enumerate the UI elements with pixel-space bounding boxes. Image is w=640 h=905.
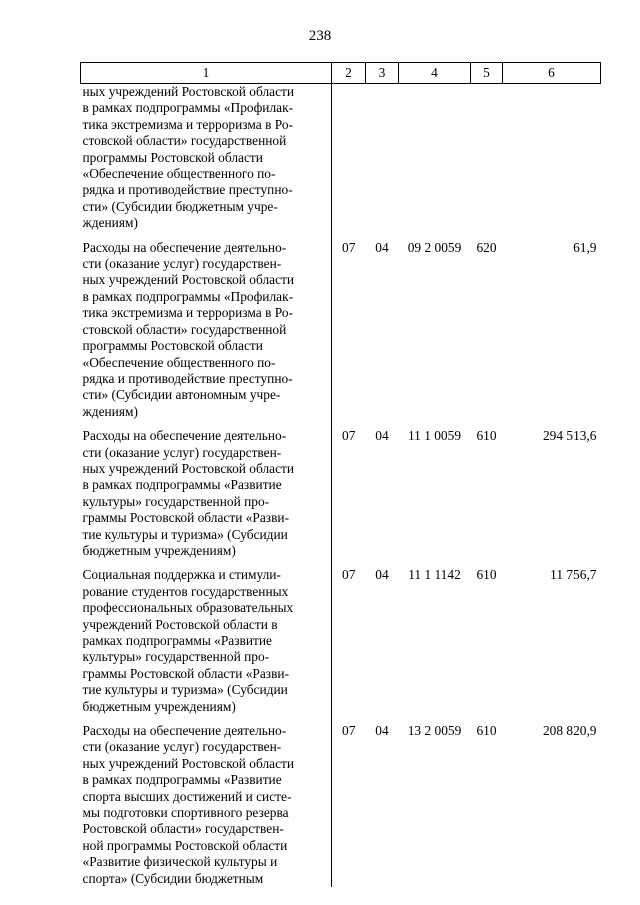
- row-rz: 07: [342, 723, 356, 739]
- row-csr: 11 1 0059: [407, 428, 462, 444]
- row-amount: 208 820,9: [542, 723, 597, 739]
- row-rz: 07: [342, 567, 356, 583]
- row-pr: 04: [375, 567, 389, 583]
- row-rz: 07: [342, 428, 356, 444]
- header-col-3: 3: [366, 63, 399, 84]
- row-amount: 61,9: [573, 239, 597, 255]
- row-description: Социальная поддержка и стимули- рование студентов государственных профессиональных образовательных учреждений Ростовской области в рамках подпрограммы «Развитие культуры» государственной про- граммы Ростовской области «Разви- тие культуры и туризма» (Субсидии бюджетным учреждениям): [82, 567, 294, 714]
- table-row: [81, 240, 601, 420]
- row-rz: 07: [342, 239, 356, 255]
- row-amount: 11 756,7: [550, 567, 597, 583]
- row-description: Расходы на обеспечение деятельно- сти (оказание услуг) государствен- ных учреждений Ростовской области в рамках подпрограммы «Развитие спорта высших достижений и систе- мы подготовки спортивного резерва Ростовской области» государствен- ной программы Ростовской области «Развитие физической культуры и спорта» (Субсидии бюджетным: [82, 723, 295, 886]
- row-description: Расходы на обеспечение деятельно- сти (оказание услуг) государствен- ных учреждений Ростовской области в рамках подпрограммы «Профилак- тика экстремизма и терроризма в Ро- стовской области» государственной программы Ростовской области «Обеспечение общественного по- рядка и противодействие преступно- сти» (Субсидии автономным учре- ждениям): [82, 239, 295, 419]
- row-csr: 13 2 0059: [407, 723, 462, 739]
- row-amount: [503, 84, 601, 232]
- row-csr: [399, 84, 471, 232]
- row-csr: 11 1 1142: [408, 567, 461, 583]
- header-col-1: 1: [81, 63, 332, 84]
- header-col-5: 5: [471, 63, 503, 84]
- row-vr: 620: [476, 239, 497, 255]
- row-vr: 610: [476, 723, 497, 739]
- header-col-6: 6: [503, 63, 601, 84]
- row-pr: 04: [375, 723, 389, 739]
- row-pr: [366, 84, 399, 232]
- header-col-2: 2: [332, 63, 366, 84]
- table-row: [81, 428, 601, 559]
- table-header: [81, 63, 601, 84]
- budget-table: [80, 62, 601, 887]
- table-row: [81, 723, 601, 887]
- table-body: [81, 84, 601, 888]
- table-row: [81, 567, 601, 715]
- row-rz: [332, 84, 366, 232]
- row-amount: 294 513,6: [542, 428, 597, 444]
- row-description: ных учреждений Ростовской области в рамках подпрограммы «Профилак- тика экстремизма и терроризма в Ро- стовской области» государственной программы Ростовской области «Обеспечение общественного по- рядка и противодействие преступно- сти» (Субсидии бюджетным учре- ждениям): [82, 84, 295, 231]
- row-pr: 04: [375, 428, 389, 444]
- row-vr: 610: [476, 428, 497, 444]
- page-number: 238: [308, 28, 332, 44]
- row-pr: 04: [375, 239, 389, 255]
- row-vr: 610: [476, 567, 497, 583]
- row-csr: 09 2 0059: [407, 239, 462, 255]
- row-description: Расходы на обеспечение деятельно- сти (оказание услуг) государствен- ных учреждений Ростовской области в рамках подпрограммы «Развитие культуры» государственной про- граммы Ростовской области «Разви- тие культуры и туризма» (Субсидии бюджетным учреждениям): [82, 428, 295, 558]
- row-vr: [471, 84, 503, 232]
- header-row: [81, 63, 601, 84]
- table-row: [81, 84, 601, 232]
- header-col-4: 4: [399, 63, 471, 84]
